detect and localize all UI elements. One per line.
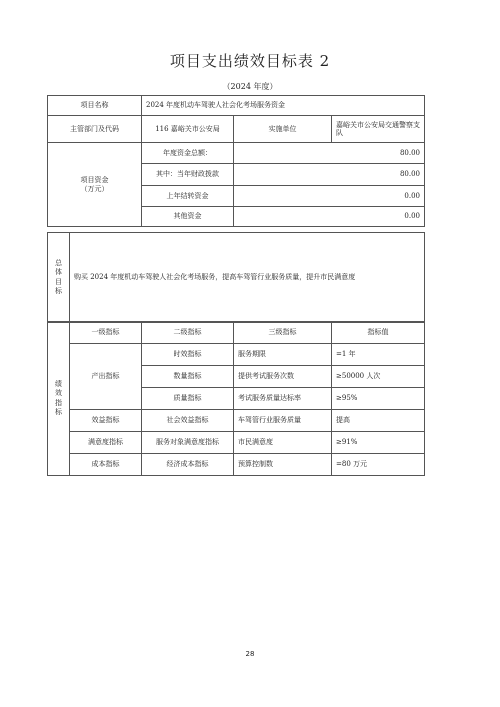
level1-cell: 产出指标: [70, 344, 142, 410]
level3-cell: 车驾管行业服务质量: [234, 410, 332, 432]
project-name-label: 项目名称: [48, 96, 142, 116]
year-subtitle: （2024 年度）: [222, 82, 278, 91]
funds-row-value: 0.00: [234, 207, 425, 227]
page-title: 项目支出绩效目标表 2: [169, 52, 331, 70]
performance-table: [47, 321, 425, 476]
level2-cell: 社会效益指标: [142, 410, 234, 432]
overall-goal-text: 购买 2024 年度机动车驾驶人社会化考场服务，提高车驾管行业服务质量，提升市民满意度: [70, 233, 425, 323]
funds-row-value: 80.00: [234, 164, 425, 186]
implementing-unit-value: 嘉峪关市公安局交通警察支队: [332, 116, 425, 143]
level2-cell: 服务对象满意度指标: [142, 432, 234, 454]
level3-cell: 提供考试服务次数: [234, 366, 332, 388]
implementing-unit-label: 实施单位: [234, 116, 332, 143]
level3-cell: 服务期限: [234, 344, 332, 366]
value-cell: =1 年: [332, 344, 425, 366]
level3-cell: 考试服务质量达标率: [234, 388, 332, 410]
project-info-table: [47, 95, 425, 227]
funds-label: 项目资金: [80, 176, 109, 185]
department-label: 主管部门及代码: [48, 116, 142, 143]
header-level2: 二级指标: [142, 322, 234, 344]
value-cell: =80 万元: [332, 454, 425, 476]
level1-cell: 满意度指标: [70, 432, 142, 454]
level1-cell: 成本指标: [70, 454, 142, 476]
funds-unit: （万元）: [80, 184, 109, 193]
department-value: 116 嘉峪关市公安局: [142, 116, 234, 143]
header-level3: 三级指标: [234, 322, 332, 344]
funds-row-label: 年度资金总额：: [142, 143, 234, 164]
funds-row-label: 其中：当年财政拨款: [142, 164, 234, 186]
project-name-value: 2024 年度机动车驾驶人社会化考场服务资金: [142, 96, 425, 116]
value-cell: ≥50000 人次: [332, 366, 425, 388]
page-number: 28: [245, 650, 255, 658]
funds-row-label: 上年结转资金: [142, 186, 234, 207]
header-level1: 一级指标: [70, 322, 142, 344]
funds-label-cell: [48, 143, 142, 227]
level3-cell: 预算控制数: [234, 454, 332, 476]
level3-cell: 市民满意度: [234, 432, 332, 454]
level2-cell: 质量指标: [142, 388, 234, 410]
funds-row-value: 0.00: [234, 186, 425, 207]
funds-row-value: 80.00: [234, 143, 425, 164]
level2-cell: 数量指标: [142, 366, 234, 388]
level2-cell: 时效指标: [142, 344, 234, 366]
performance-label: 绩 效 指 标: [48, 322, 70, 476]
header-value: 指标值: [332, 322, 425, 344]
level1-cell: 效益指标: [70, 410, 142, 432]
value-cell: 提高: [332, 410, 425, 432]
value-cell: ≥91%: [332, 432, 425, 454]
value-cell: ≥95%: [332, 388, 425, 410]
level2-cell: 经济成本指标: [142, 454, 234, 476]
overall-goal-label: 总 体 目 标: [48, 233, 70, 323]
funds-row-label: 其他资金: [142, 207, 234, 227]
overall-goal-table: [47, 232, 425, 323]
